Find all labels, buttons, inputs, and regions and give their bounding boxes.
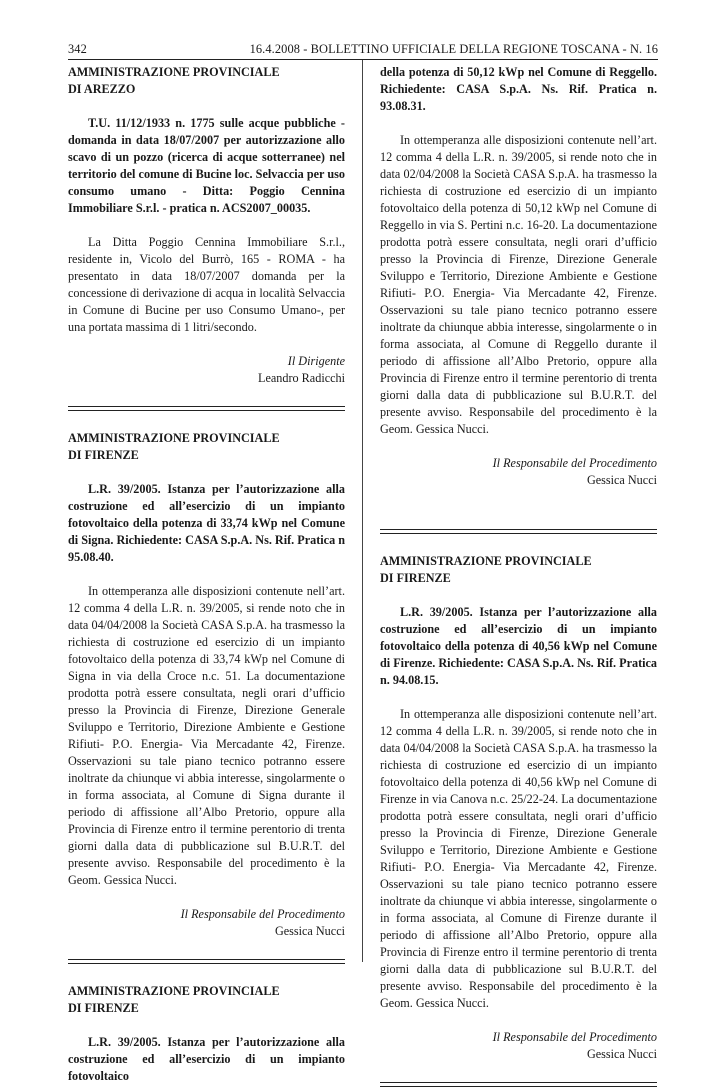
notice-body: In ottemperanza alle disposizioni contenute nell’art. 12 comma 4 della L.R. n. 39/2005, si rende noto che in data 02/04/2008 la Società CASA S.p.A. ha trasmesso la richiesta di costruzione ed esercizio di un impianto fotovoltaico della potenza di 50,12 kWp nel Comune di Reggello in via S. Pertini n.c. 16-20. La documentazione prodotta potrà essere consultata, negli orari d’ufficio presso la Provincia di Firenze, Direzione Generale Sviluppo e Territorio, Direzione Ambiente e Gestione Rifiuti- P.O. Energia- Via Mercadante 42, Firenze. Osservazioni su tale piano tecnico potranno essere inoltrate da chiunque abbia interesse, singolarmente o in forma associata, al Comune di Reggello durante il periodo di affissione all’Albo Pretorio, oppure alla Provincia di Firenze entro il termine perentorio di trenta giorni dalla data di pubblicazione sul B.U.R.T. del presente avviso. Responsabile del procedimento è la Geom. Gessica Nucci. (380, 133, 657, 436)
signature-role: Il Responsabile del Procedimento (492, 456, 657, 470)
notice-org-line2: DI FIRENZE (380, 571, 451, 585)
header-rule (68, 59, 658, 60)
notice-org-line1: AMMINISTRAZIONE PROVINCIALE (380, 554, 592, 568)
notice-signature (380, 455, 657, 489)
signature-role: Il Dirigente (287, 354, 345, 368)
notice-signature (380, 1029, 657, 1063)
notice-arezzo-water (68, 64, 345, 387)
column-separator (362, 60, 363, 962)
notice-body: In ottemperanza alle disposizioni contenute nell’art. 12 comma 4 della L.R. n. 39/2005, si rende noto che in data 04/04/2008 la Società CASA S.p.A. ha trasmesso la richiesta di costruzione ed esercizio di un impianto fotovoltaico della potenza di 40,56 kWp nel Comune di Firenze in via Canova n.c. 25/22-24. La documentazione prodotta potrà essere consultata, negli orari d’ufficio presso la Provincia di Firenze, Direzione Generale Sviluppo e Territorio, Direzione Ambiente e Gestione Rifiuti- P.O. Energia- Via Mercadante 42, Firenze. Osservazioni su tale piano tecnico potranno essere inoltrate da chiunque vi abbia interesse, singolarmente o in forma associata, al Comune di Firenze durante il periodo di affissione all’Albo Pretorio, oppure alla Provincia di Firenze entro il termine perentorio di trenta giorni dalla data di pubblicazione sul B.U.R.T. del presente avviso. Responsabile del procedimento è la Geom. Gessica Nucci. (380, 707, 657, 1010)
notice-org-line1: AMMINISTRAZIONE PROVINCIALE (68, 431, 280, 445)
notice-subject: L.R. 39/2005. Istanza per l’autorizzazione alla costruzione ed all’esercizio di un impianto fotovoltaico della potenza di 33,74 kWp nel Comune di Signa. Richiedente: CASA S.p.A. Ns. Rif. Pratica n 95.08.40. (68, 482, 345, 564)
notice-subject-end: della potenza di 50,12 kWp nel Comune di Reggello. Richiedente: CASA S.p.A. Ns. Rif. Pratica n. 93.08.31. (380, 65, 657, 113)
right-column (380, 64, 657, 1087)
notice-org-line1: AMMINISTRAZIONE PROVINCIALE (68, 984, 280, 998)
notice-subject-start: L.R. 39/2005. Istanza per l’autorizzazione alla costruzione ed all’esercizio di un impianto fotovoltaico (68, 1035, 345, 1083)
notice-subject: T.U. 11/12/1933 n. 1775 sulle acque pubbliche - domanda in data 18/07/2007 per autorizzazione allo scavo di un pozzo (ricerca di acque sotterranee) nel territorio del comune di Bucine loc. Selvaccia per uso consumo umano - Ditta: Poggio Cennina Immobiliare S.r.l. - pratica n. ACS2007_00035. (68, 116, 345, 215)
bulletin-title: 16.4.2008 - BOLLETTINO UFFICIALE DELLA REGIONE TOSCANA - N. 16 (249, 42, 658, 56)
notice-body: In ottemperanza alle disposizioni contenute nell’art. 12 comma 4 della L.R. n. 39/2005, si rende noto che in data 04/04/2008 la Società CASA S.p.A. ha trasmesso la richiesta di costruzione ed esercizio di un impianto fotovoltaico della potenza di 33,74 kWp nel Comune di Signa in via della Croce n.c. 51. La documentazione prodotta potrà essere consultata, negli orari d’ufficio presso la Provincia di Firenze, Direzione Generale Sviluppo e Territorio, Direzione Ambiente e Gestione Rifiuti- P.O. Energia- Via Mercadante 42, Firenze. Osservazioni su tale piano tecnico potranno essere inoltrate da chiunque vi abbia interesse, singolarmente o in forma associata, al Comune di Signa durante il periodo di affissione all’Albo Pretorio, oppure alla Provincia di Firenze entro il termine perentorio di trenta giorni dalla data di pubblicazione sul B.U.R.T. del presente avviso. Responsabile del procedimento è la Geom. Gessica Nucci. (68, 584, 345, 887)
notice-firenze-reggello-cont (380, 64, 657, 489)
signature-name: Gessica Nucci (586, 473, 657, 487)
section-divider (380, 1082, 657, 1087)
notice-org-line2: DI FIRENZE (68, 448, 139, 462)
notice-org-line2: DI AREZZO (68, 82, 136, 96)
notice-signature (68, 353, 345, 387)
signature-name: Gessica Nucci (586, 1047, 657, 1061)
signature-name: Gessica Nucci (274, 924, 345, 938)
notice-firenze-reggello-start (68, 983, 345, 1085)
left-column (68, 64, 345, 1085)
notice-signature (68, 906, 345, 940)
notice-org-line1: AMMINISTRAZIONE PROVINCIALE (68, 65, 280, 79)
signature-name: Leandro Radicchi (258, 371, 345, 385)
page-number: 342 (68, 42, 87, 56)
signature-role: Il Responsabile del Procedimento (180, 907, 345, 921)
notice-subject: L.R. 39/2005. Istanza per l’autorizzazione alla costruzione ed all’esercizio di un impianto fotovoltaico della potenza di 40,56 kWp nel Comune di Firenze. Richiedente: CASA S.p.A. Ns. Rif. Pratica n. 94.08.15. (380, 605, 658, 687)
notice-org-line2: DI FIRENZE (68, 1001, 139, 1015)
notice-body: La Ditta Poggio Cennina Immobiliare S.r.l., residente in, Vicolo del Burrò, 165 - ROMA - ha presentato in data 18/07/2007 domanda per la concessione di derivazione di acqua in località Selvaccia in Comune di Bucine per uso Consumo Umano-, per una portata massima di 1 litri/secondo. (68, 235, 345, 334)
notice-firenze-canova (380, 553, 657, 1063)
signature-role: Il Responsabile del Procedimento (492, 1030, 657, 1044)
notice-firenze-signa (68, 430, 345, 940)
page-header (68, 40, 658, 58)
